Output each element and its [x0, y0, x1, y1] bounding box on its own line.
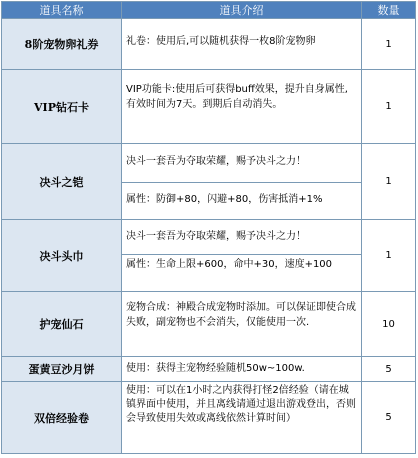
item-table	[1, 1, 416, 454]
item-name: 双倍经验卷	[2, 382, 122, 454]
item-desc-text: VIP功能卡:使用后可获得buff效果，提升自身属性,有效时间为7天。到期后自动消失。	[126, 84, 348, 110]
item-qty: 10	[362, 292, 416, 357]
item-desc	[122, 144, 362, 220]
item-name: VIP钻石卡	[2, 70, 122, 144]
item-qty: 5	[362, 382, 416, 454]
table-row	[2, 19, 416, 70]
header-desc: 道具介绍	[122, 2, 362, 19]
item-name: 8阶宠物卵礼券	[2, 19, 122, 70]
item-qty: 1	[362, 220, 416, 292]
table-row	[2, 357, 416, 382]
item-desc-text: 使用：获得主宠物经验随机50w~100w.	[126, 363, 305, 374]
item-name: 蛋黄豆沙月饼	[2, 357, 122, 382]
item-desc	[122, 70, 362, 144]
header-qty: 数量	[362, 2, 416, 19]
table-row	[2, 382, 416, 454]
item-name: 决斗之铠	[2, 144, 122, 220]
item-desc-text: 宠物合成：神殿合成宠物时添加。可以保证即使合成失败，副宠物也不会消失，仅能使用一次.	[126, 302, 356, 328]
item-attr-text: 属性：生命上限+600，命中+30，速度+100	[122, 254, 361, 274]
table-row	[2, 144, 416, 220]
item-desc-text: 决斗一套吾为夺取荣耀，赐予决斗之力！	[126, 231, 306, 242]
item-qty: 1	[362, 19, 416, 70]
item-desc	[122, 357, 362, 382]
item-qty: 1	[362, 144, 416, 220]
item-desc	[122, 382, 362, 454]
item-qty: 1	[362, 70, 416, 144]
item-desc-text: 决斗一套吾为夺取荣耀，赐予决斗之力！	[126, 156, 306, 167]
item-attr-text: 属性：防御+80，闪避+80，伤害抵消+1%	[122, 182, 361, 209]
header-row	[2, 2, 416, 19]
item-name: 决斗头巾	[2, 220, 122, 292]
header-name: 道具名称	[2, 2, 122, 19]
item-qty: 5	[362, 357, 416, 382]
table-row	[2, 70, 416, 144]
item-desc-text: 使用：可以在1小时之内获得打怪2倍经验（请在城镇界面中使用，并且离线请通过退出游戏登出，否则会导致使用失效或离线依然计算时间）	[126, 385, 356, 424]
table-row	[2, 220, 416, 292]
item-desc-text: 礼卷：使用后,可以随机获得一枚8阶宠物卵	[126, 36, 316, 47]
item-desc	[122, 220, 362, 292]
item-desc	[122, 19, 362, 70]
item-name: 护宠仙石	[2, 292, 122, 357]
table-row	[2, 292, 416, 357]
item-desc	[122, 292, 362, 357]
